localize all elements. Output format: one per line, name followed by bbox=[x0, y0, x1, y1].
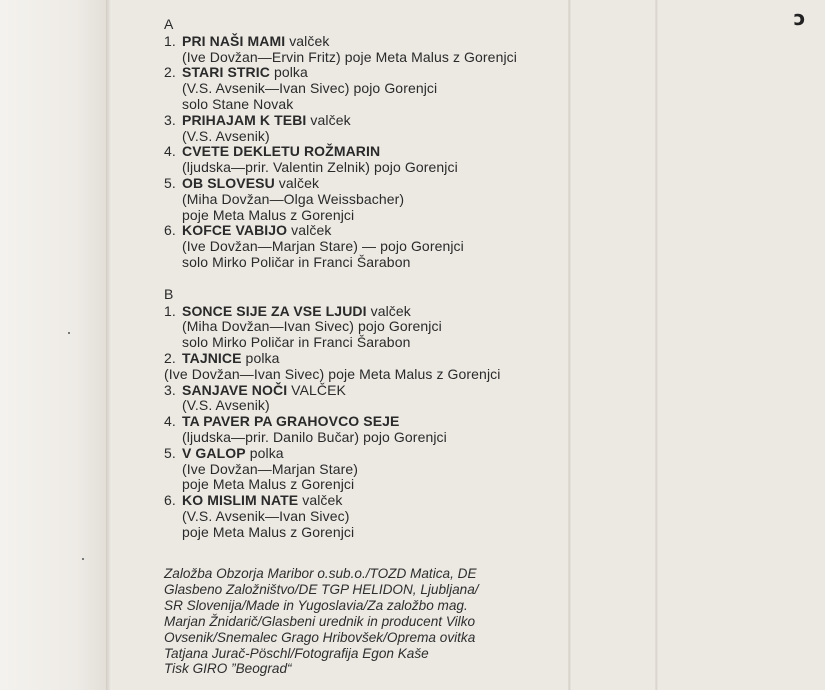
track-credit-line: (Ive Dovžan—Marjan Stare) — pojo Gorenjci bbox=[182, 238, 464, 255]
track-heading bbox=[164, 223, 584, 239]
track-title: KO MISLIM NATE bbox=[182, 492, 299, 509]
track-genre: valček bbox=[287, 222, 332, 239]
track-genre: valček bbox=[298, 492, 343, 509]
track-heading bbox=[164, 113, 584, 129]
corner-mark: c bbox=[793, 9, 805, 33]
track-title: STARI STRIC bbox=[182, 64, 270, 81]
track-number: 1. bbox=[164, 302, 176, 319]
track-number: 1. bbox=[164, 32, 176, 49]
side-b-tracks bbox=[164, 304, 584, 541]
track-heading bbox=[164, 304, 584, 320]
track-credit-line: (V.S. Avsenik) bbox=[182, 127, 270, 144]
credit-line: Tisk GIRO ”Beograd“ bbox=[164, 661, 292, 677]
track-item bbox=[164, 351, 584, 383]
fold-line bbox=[655, 0, 658, 690]
track-genre: polka bbox=[241, 349, 280, 366]
credit-line: Marjan Žnidarič/Glasbeni urednik in producent Vilko bbox=[164, 613, 476, 629]
track-item bbox=[164, 144, 584, 176]
side-a-label: A bbox=[164, 16, 174, 32]
track-heading bbox=[164, 351, 584, 367]
track-number: 6. bbox=[164, 222, 176, 239]
credit-line: Tatjana Jurač-Pöschl/Fotografija Egon Kaše bbox=[164, 645, 429, 661]
track-genre: valček bbox=[285, 32, 330, 49]
track-title: TA PAVER PA GRAHOVCO SEJE bbox=[182, 413, 400, 430]
track-number: 4. bbox=[164, 143, 176, 160]
track-item bbox=[164, 65, 584, 112]
track-number: 5. bbox=[164, 444, 176, 461]
print-speck bbox=[82, 558, 84, 560]
track-heading bbox=[164, 383, 584, 399]
track-genre: valček bbox=[366, 302, 411, 319]
print-speck bbox=[68, 332, 70, 334]
track-genre: valček bbox=[306, 111, 351, 128]
track-title: PRI NAŠI MAMI bbox=[182, 32, 286, 49]
track-heading bbox=[164, 446, 584, 462]
track-credit-line: (Ive Dovžan—Ivan Sivec) poje Meta Malus z Gorenjci bbox=[164, 365, 501, 382]
track-number: 3. bbox=[164, 111, 176, 128]
track-title: V GALOP bbox=[182, 444, 246, 461]
side-a-tracks bbox=[164, 34, 584, 271]
track-credit-line: (V.S. Avsenik) bbox=[182, 397, 270, 414]
track-number: 3. bbox=[164, 381, 176, 398]
track-credit-line: (V.S. Avsenik—Ivan Sivec) bbox=[182, 507, 350, 524]
track-heading bbox=[164, 144, 584, 160]
track-title: TAJNICE bbox=[182, 349, 242, 366]
credit-line: Glasbeno Založništvo/DE TGP HELIDON, Ljubljana/ bbox=[164, 581, 479, 597]
track-title: SANJAVE NOČI bbox=[182, 381, 288, 398]
track-heading bbox=[164, 414, 584, 430]
track-credit-line: poje Meta Malus z Gorenjci bbox=[182, 523, 355, 540]
track-credit-line: (V.S. Avsenik—Ivan Sivec) pojo Gorenjci bbox=[182, 80, 438, 97]
track-genre: polka bbox=[269, 64, 308, 81]
track-item bbox=[164, 223, 584, 270]
track-item bbox=[164, 176, 584, 223]
track-item bbox=[164, 34, 584, 66]
track-genre: VALČEK bbox=[287, 381, 346, 398]
fold-line bbox=[106, 0, 112, 690]
track-title: SONCE SIJE ZA VSE LJUDI bbox=[182, 302, 367, 319]
tracklist bbox=[164, 17, 584, 541]
track-credit-line: (ljudska—prir. Valentin Zelnik) pojo Gorenjci bbox=[182, 159, 458, 176]
credit-line: SR Slovenija/Made in Yugoslavia/Za založbo mag. bbox=[164, 597, 468, 613]
track-number: 6. bbox=[164, 492, 176, 509]
track-title: CVETE DEKLETU ROŽMARIN bbox=[182, 143, 381, 160]
track-heading bbox=[164, 34, 584, 50]
track-title: PRIHAJAM K TEBI bbox=[182, 111, 307, 128]
track-item bbox=[164, 113, 584, 145]
track-genre: polka bbox=[245, 444, 284, 461]
track-item bbox=[164, 304, 584, 351]
track-credit-line: (ljudska—prir. Danilo Bučar) pojo Gorenjci bbox=[182, 428, 447, 445]
track-credit-line: (Ive Dovžan—Ervin Fritz) poje Meta Malus z Gorenjci bbox=[182, 48, 517, 65]
track-credit-line: (Ive Dovžan—Marjan Stare) bbox=[182, 460, 359, 477]
credit-line: Ovsenik/Snemalec Grago Hribovšek/Oprema ovitka bbox=[164, 629, 476, 645]
track-credit-line: poje Meta Malus z Gorenjci bbox=[182, 476, 355, 493]
track-item bbox=[164, 493, 584, 540]
track-number: 5. bbox=[164, 174, 176, 191]
track-title: OB SLOVESU bbox=[182, 174, 275, 191]
track-credit-line: solo Mirko Poličar in Franci Šarabon bbox=[182, 334, 411, 351]
track-credit-line: solo Mirko Poličar in Franci Šarabon bbox=[182, 253, 411, 270]
track-heading bbox=[164, 176, 584, 192]
track-credit-line: solo Stane Novak bbox=[182, 95, 294, 112]
production-credits bbox=[164, 566, 564, 677]
track-genre: valček bbox=[274, 174, 320, 191]
side-b-label: B bbox=[164, 285, 174, 302]
spine-panel bbox=[0, 0, 108, 690]
track-number: 2. bbox=[164, 349, 176, 366]
track-number: 4. bbox=[164, 413, 176, 430]
track-title: KOFCE VABIJO bbox=[182, 222, 288, 239]
track-number: 2. bbox=[164, 64, 176, 81]
track-credit-line: poje Meta Malus z Gorenjci bbox=[182, 206, 355, 223]
credit-line: Založba Obzorja Maribor o.sub.o./TOZD Matica, DE bbox=[164, 566, 477, 581]
track-item bbox=[164, 446, 584, 493]
track-heading bbox=[164, 493, 584, 509]
track-item bbox=[164, 414, 584, 446]
track-heading bbox=[164, 65, 584, 81]
track-credit-line: (Miha Dovžan—Olga Weissbacher) bbox=[182, 190, 405, 207]
track-item bbox=[164, 383, 584, 415]
track-credit-line: (Miha Dovžan—Ivan Sivec) pojo Gorenjci bbox=[182, 318, 442, 335]
